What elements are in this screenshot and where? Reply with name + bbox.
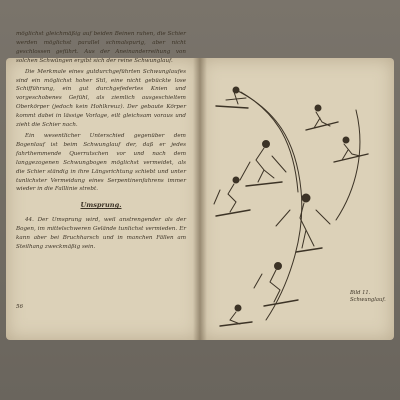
paragraph-1: möglichst gleichmäßig auf beiden Beinen ruhen, die Schier werden möglichst parallel schmalspurig, aber nicht geschlossen geführt. Aus der Aneinanderreihung von solchen Schwüngen ergibt sich der reine Schwunglauf.	[16, 31, 186, 64]
skier-figure-6	[276, 194, 330, 252]
ski-track-right	[336, 110, 360, 220]
page-number: 56	[16, 304, 24, 310]
skier-figure-2	[306, 105, 338, 130]
skier-figure-8	[220, 305, 252, 326]
figure-caption	[350, 290, 390, 304]
paragraph-3: Ein wesentlicher Unterschied gegenüber dem Bogenlauf ist beim Schwunglauf der, daß er jedes fahrthemmende Querrutschen vor und nach dem langgezogenen Schwungbogen möglichst vermeidet, als die Schier ständig in ihre Längsrichtung schiebt und unter tunlichster Vermeidung eines Serpentinenfahrens immer wieder in die Falllinie strebt.	[16, 132, 186, 193]
caption-line-1: Bild 11.	[350, 290, 371, 296]
section-heading: Umsprung.	[80, 201, 122, 210]
skier-figure-7	[254, 263, 298, 307]
left-page-text	[16, 30, 186, 254]
book-gutter	[193, 58, 207, 340]
section-paragraph: 44. Der Umsprung wird, weil anstrengender als der Bogen, im mittelschweren Gelände tunlichst vermieden. Er kann aber bei Bruchharsch und in manchen Fällen am Steilhang zweckmäßig sein.	[16, 217, 186, 250]
ski-track-main	[236, 90, 302, 320]
skier-figure-1	[216, 87, 248, 108]
caption-line-2: Schwunglauf.	[350, 297, 386, 303]
paragraph-2: Die Merkmale eines gutdurchgeführten Schwunglaufes sind ein möglichst hoher Stil, eine nicht gebückte lose Schifführung, ein gut durchgefedertes Knien und vorgeschobenes Gefühl, als ziemlich ausgeschieltem Oberkörper (jedoch kein Hohlkreuz). Der gebaute Körper kommt dabei in lässige Vorlage, eilt gleichsam voraus und zieht die Schier nach.	[16, 68, 186, 129]
skier-figure-3	[334, 137, 368, 162]
skier-figure-4	[240, 141, 286, 187]
skier-figure-5	[214, 177, 250, 216]
